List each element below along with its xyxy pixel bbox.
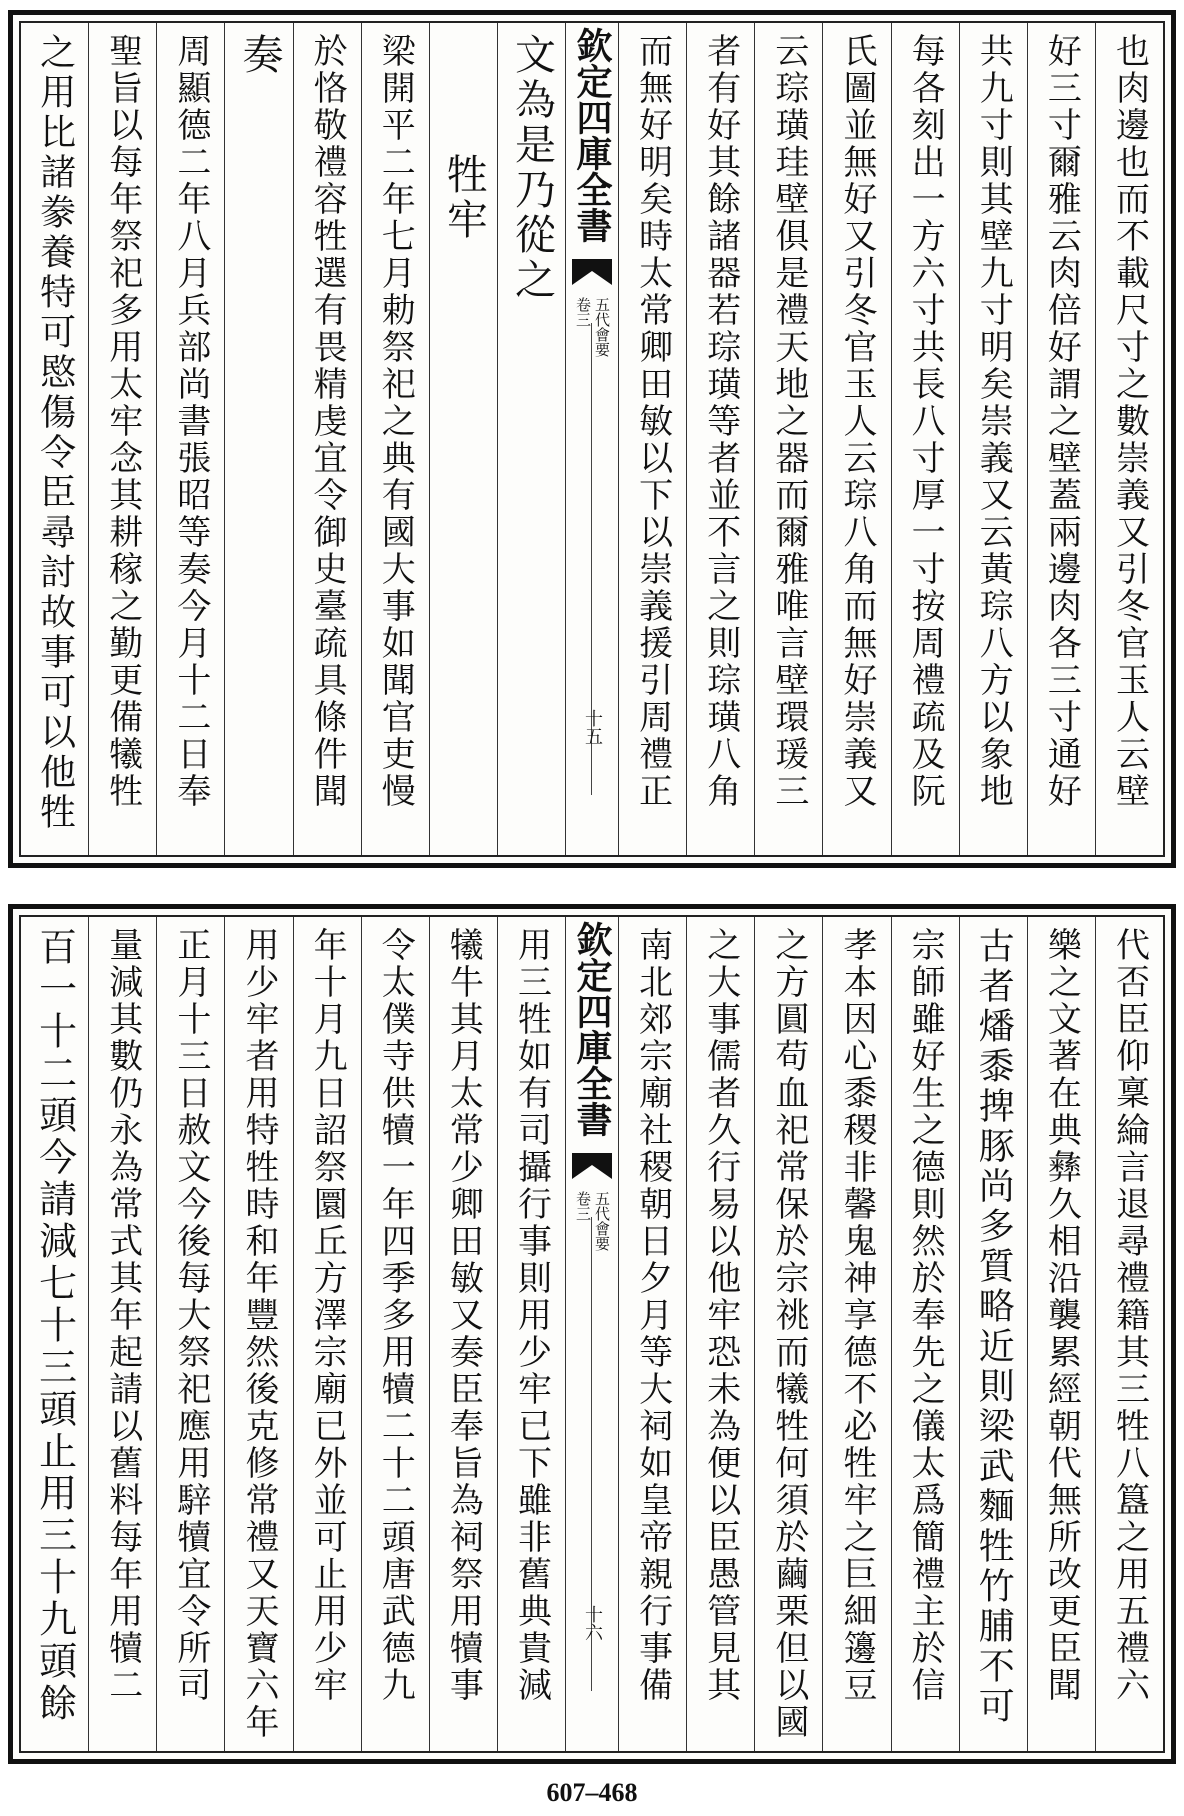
column-text: 量減其數仍永為常式其年起請以舊料每年用犢二: [102, 927, 143, 1704]
text-column: [618, 917, 686, 1751]
text-column: [224, 23, 292, 855]
column-text: 之用比諸豢養特可愍傷令臣尋討故事可以他牲: [34, 33, 76, 833]
text-column: [361, 23, 429, 855]
text-column: [959, 23, 1027, 855]
text-column: [822, 23, 890, 855]
lower-page: [8, 904, 1176, 1764]
column-text: 而無好明矣時太常卿田敏以下以崇義援引周禮正: [632, 33, 673, 810]
upper-page: [8, 10, 1176, 868]
book-title: 欽定四庫全書: [571, 921, 613, 1137]
text-column: [891, 917, 959, 1751]
column-text: 犧牛其月太常少卿田敏又奏臣奉旨為祠祭用犢事: [443, 927, 484, 1704]
text-column: [21, 917, 88, 1751]
column-text: 百一十二頭今請減七十三頭止用三十九頭餘: [32, 927, 77, 1725]
column-text: 周顯德二年八月兵部尚書張昭等奏今月十二日奉: [170, 33, 211, 810]
text-column: [224, 917, 292, 1751]
column-text: 也肉邊也而不載尺寸之數崇義又引冬官玉人云壁: [1109, 33, 1150, 810]
text-column: [156, 23, 224, 855]
column-text: 者有好其餘諸器若琮璜等者並不言之則琮璜八角: [700, 33, 741, 810]
column-text: 共九寸則其壁九寸明矣崇義又云黃琮八方以象地: [973, 33, 1014, 810]
text-column: [156, 917, 224, 1751]
column-text: 每各刻出一方六寸共長八寸厚一寸按周禮疏及阮: [905, 33, 946, 810]
volume-label: 卷三: [574, 1191, 592, 1221]
column-text: 好三寸爾雅云肉倍好謂之壁蓋兩邊肉各三寸通好: [1041, 33, 1082, 810]
center-fold-margin: [565, 917, 618, 1751]
work-title: 五代會要: [593, 297, 611, 357]
text-column: [1027, 917, 1095, 1751]
fish-tail-mark-icon: [572, 259, 612, 285]
folio-number: 十五: [582, 709, 603, 745]
text-column: [686, 23, 754, 855]
column-text: 聖旨以每年祭祀多用太牢念其耕稼之勤更備犧牲: [102, 33, 143, 810]
folio-number: 十六: [582, 1605, 603, 1641]
column-text: 云琮璜珪壁俱是禮天地之器而爾雅唯言壁環瑗三: [768, 33, 809, 810]
column-text: 古者燔黍捭豚尚多質略近則梁武麵牲竹脯不可: [973, 927, 1015, 1727]
text-column: [1095, 23, 1163, 855]
text-column: [21, 23, 88, 855]
column-text: 代否臣仰稟綸言退尋禮籍其三牲八簋之用五禮六: [1109, 927, 1150, 1704]
work-title: 五代會要: [593, 1191, 611, 1251]
upper-page-text-frame: [19, 21, 1165, 857]
text-column: [429, 23, 497, 855]
fish-tail-mark-icon: [572, 1153, 612, 1179]
column-text: 於恪敬禮容牲選有畏精虔宜令御史臺疏具條件聞: [307, 33, 348, 810]
column-text: 用少牢者用特牲時和年豐然後克修常禮又天寶六年: [238, 927, 279, 1741]
column-text: 用三牲如有司攝行事則用少牢已下雖非舊典貴減: [511, 927, 552, 1704]
text-column: [88, 917, 156, 1751]
text-column: [822, 917, 890, 1751]
column-text: 孝本因心黍稷非馨鬼神享德不必牲牢之巨細籩豆: [836, 927, 877, 1704]
column-text: 正月十三日赦文今後每大祭祀應用騂犢宜令所司: [170, 927, 211, 1704]
text-column: [497, 23, 565, 855]
column-text: 宗師雖好生之德則然於奉先之儀太爲簡禮主於信: [905, 927, 946, 1704]
column-text: 氏圖並無好又引冬官玉人云琮八角而無好崇義又: [836, 33, 877, 810]
text-column: [293, 23, 361, 855]
column-text: 樂之文著在典彝久相沿襲累經朝代無所改更臣聞: [1041, 927, 1082, 1704]
center-fold-margin: [565, 23, 618, 855]
text-column: [497, 917, 565, 1751]
column-text: 奏: [235, 33, 284, 78]
text-column: [959, 917, 1027, 1751]
column-text: 南北郊宗廟社稷朝日夕月等大祠如皇帝親行事備: [632, 927, 673, 1704]
column-text: 令太僕寺供犢一年四季多用犢二十二頭唐武德九: [375, 927, 416, 1704]
book-title: 欽定四庫全書: [571, 27, 613, 243]
text-column: [1027, 23, 1095, 855]
column-text: 年十月九日詔祭圜丘方澤宗廟已外並可止用少牢: [307, 927, 348, 1704]
text-column: [293, 917, 361, 1751]
section-heading: 牲牢: [439, 153, 488, 243]
text-column: [361, 917, 429, 1751]
text-column: [429, 917, 497, 1751]
page-number: 607–468: [546, 1778, 638, 1807]
column-text: 之大事儒者久行易以他牢恐未為便以臣愚管見其: [700, 927, 741, 1704]
lower-page-text-frame: [19, 915, 1165, 1753]
text-column: [891, 23, 959, 855]
column-text: 梁開平二年七月勅祭祀之典有國大事如聞官吏慢: [375, 33, 416, 810]
volume-label: 卷三: [574, 297, 592, 327]
column-text: 之方圓苟血祀常保於宗祧而犧牲何須於繭栗但以國: [768, 927, 809, 1741]
text-column: [754, 917, 822, 1751]
text-column: [618, 23, 686, 855]
text-column: [88, 23, 156, 855]
text-column: [686, 917, 754, 1751]
column-text: 文為是乃從之: [507, 33, 556, 303]
text-column: [754, 23, 822, 855]
text-column: [1095, 917, 1163, 1751]
